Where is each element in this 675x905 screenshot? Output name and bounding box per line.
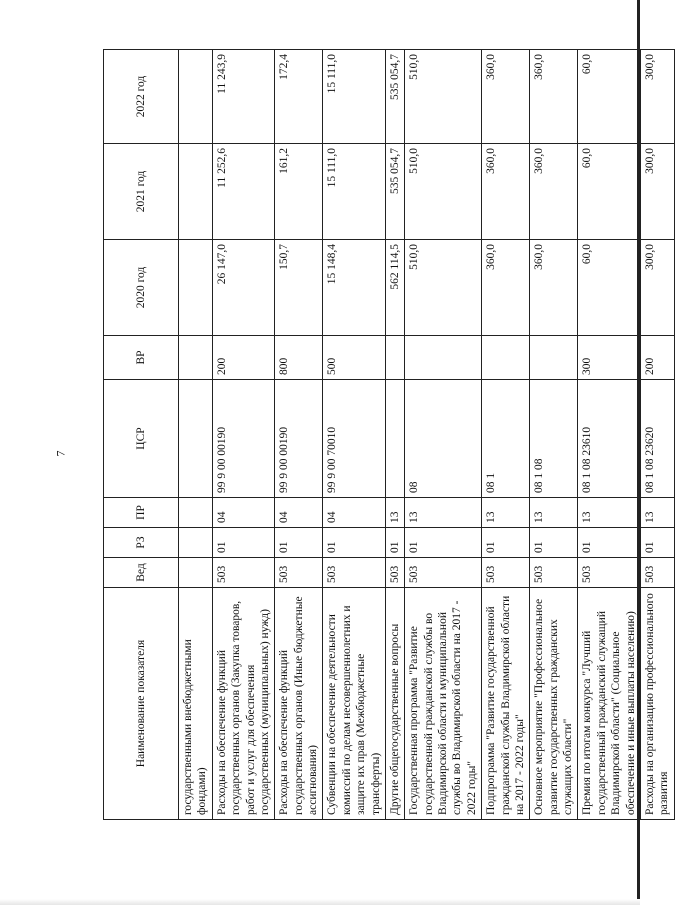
header-2022: 2022 год <box>104 50 179 144</box>
cell-rz: 01 <box>530 528 578 558</box>
cell-y2021: 360,0 <box>482 144 530 240</box>
cell-vr: 300 <box>578 336 641 380</box>
cell-rz: 01 <box>323 528 386 558</box>
cell-y2020: 360,0 <box>482 240 530 336</box>
cell-y2021: 535 054,7 <box>385 144 404 240</box>
cell-y2020: 26 147,0 <box>212 240 275 336</box>
cell-rz: 01 <box>405 528 482 558</box>
cell-y2021: 360,0 <box>530 144 578 240</box>
cell-y2021: 161,2 <box>275 144 323 240</box>
table-row <box>482 50 530 820</box>
cell-name: Расходы на обеспечение функций государственных органов (Закупка товаров, работ и услуг для обеспечения государственных (муниципальных) нужд) <box>212 588 275 820</box>
cell-y2020 <box>179 240 213 336</box>
cell-pr: 04 <box>212 498 275 528</box>
cell-y2020: 562 114,5 <box>385 240 404 336</box>
scan-edge <box>637 0 640 905</box>
cell-csr: 08 <box>405 380 482 498</box>
cell-y2021: 11 252,6 <box>212 144 275 240</box>
cell-ved: 503 <box>212 558 275 588</box>
cell-name: Субвенции на обеспечение деятельности комиссий по делам несовершеннолетних и защите их прав (Межбюджетные трансферты) <box>323 588 386 820</box>
cell-name: Другие общегосударственные вопросы <box>385 588 404 820</box>
table-rotator <box>103 50 671 820</box>
cell-rz: 01 <box>275 528 323 558</box>
budget-table <box>103 49 675 820</box>
cell-vr <box>405 336 482 380</box>
cell-vr: 200 <box>640 336 674 380</box>
cell-y2022: 360,0 <box>482 50 530 144</box>
table-row <box>179 50 213 820</box>
table-body <box>179 50 675 820</box>
cell-y2022: 11 243,9 <box>212 50 275 144</box>
cell-csr: 99 9 00 70010 <box>323 380 386 498</box>
cell-pr: 13 <box>640 498 674 528</box>
cell-rz: 01 <box>385 528 404 558</box>
cell-csr: 08 1 08 23610 <box>578 380 641 498</box>
cell-vr <box>179 336 213 380</box>
table-row <box>530 50 578 820</box>
header-pr: ПР <box>104 498 179 528</box>
cell-y2021 <box>179 144 213 240</box>
table-row <box>578 50 641 820</box>
cell-pr <box>179 498 213 528</box>
table-row <box>323 50 386 820</box>
cell-pr: 13 <box>385 498 404 528</box>
scan-shadow <box>0 899 640 905</box>
header-vr: ВР <box>104 336 179 380</box>
header-2020: 2020 год <box>104 240 179 336</box>
cell-pr: 04 <box>323 498 386 528</box>
cell-vr: 200 <box>212 336 275 380</box>
cell-vr <box>482 336 530 380</box>
table-row <box>275 50 323 820</box>
page-number: 7 <box>53 450 68 457</box>
cell-csr: 99 9 00 00190 <box>275 380 323 498</box>
cell-ved: 503 <box>385 558 404 588</box>
cell-y2020: 300,0 <box>640 240 674 336</box>
cell-pr: 13 <box>530 498 578 528</box>
table-row <box>212 50 275 820</box>
cell-y2021: 300,0 <box>640 144 674 240</box>
cell-csr: 08 1 08 23620 <box>640 380 674 498</box>
cell-y2022: 172,4 <box>275 50 323 144</box>
cell-pr: 13 <box>405 498 482 528</box>
cell-y2022: 60,0 <box>578 50 641 144</box>
table-row <box>405 50 482 820</box>
cell-vr <box>385 336 404 380</box>
cell-y2022: 300,0 <box>640 50 674 144</box>
cell-name: Основное мероприятие "Профессиональное развитие государственных гражданских служащих области" <box>530 588 578 820</box>
cell-y2022: 15 111,0 <box>323 50 386 144</box>
cell-y2022: 510,0 <box>405 50 482 144</box>
header-csr: ЦСР <box>104 380 179 498</box>
cell-y2021: 60,0 <box>578 144 641 240</box>
cell-rz <box>179 528 213 558</box>
cell-rz: 01 <box>640 528 674 558</box>
cell-y2021: 15 111,0 <box>323 144 386 240</box>
cell-ved: 503 <box>275 558 323 588</box>
cell-y2020: 60,0 <box>578 240 641 336</box>
cell-ved: 503 <box>530 558 578 588</box>
cell-pr: 13 <box>482 498 530 528</box>
cell-y2021: 510,0 <box>405 144 482 240</box>
cell-ved: 503 <box>323 558 386 588</box>
cell-name: Расходы на обеспечение функций государственных органов (Иные бюджетные ассигнования) <box>275 588 323 820</box>
cell-y2022: 360,0 <box>530 50 578 144</box>
cell-name: Подпрограмма "Развитие государственной гражданской службы Владимирской области на 2017 - 2022 годы" <box>482 588 530 820</box>
header-row <box>104 50 179 820</box>
cell-vr: 500 <box>323 336 386 380</box>
cell-ved: 503 <box>578 558 641 588</box>
cell-name: Государственная программа "Развитие государственной гражданской службы во Владимирской области и муниципальной службы во Владимирской области на 2017 - 2022 годы" <box>405 588 482 820</box>
cell-ved: 503 <box>482 558 530 588</box>
cell-y2020: 150,7 <box>275 240 323 336</box>
cell-name: Расходы на организацию профессионального развития <box>640 588 674 820</box>
cell-ved <box>179 558 213 588</box>
cell-pr: 13 <box>578 498 641 528</box>
cell-csr: 08 1 08 <box>530 380 578 498</box>
table-row <box>385 50 404 820</box>
cell-csr: 08 1 <box>482 380 530 498</box>
cell-rz: 01 <box>578 528 641 558</box>
cell-y2020: 360,0 <box>530 240 578 336</box>
cell-name: Премия по итогам конкурса "Лучший государственный гражданский служащий Владимирской области" (Социальное обеспечение и иные выплаты населению) <box>578 588 641 820</box>
cell-csr: 99 9 00 00190 <box>212 380 275 498</box>
cell-y2022: 535 054,7 <box>385 50 404 144</box>
cell-rz: 01 <box>482 528 530 558</box>
cell-y2022 <box>179 50 213 144</box>
cell-rz: 01 <box>212 528 275 558</box>
header-ved: Вед <box>104 558 179 588</box>
cell-ved: 503 <box>640 558 674 588</box>
cell-pr: 04 <box>275 498 323 528</box>
cell-name: государственными внебюджетными фондами) <box>179 588 213 820</box>
header-rz: РЗ <box>104 528 179 558</box>
header-name: Наименование показателя <box>104 588 179 820</box>
cell-y2020: 15 148,4 <box>323 240 386 336</box>
cell-vr <box>530 336 578 380</box>
cell-ved: 503 <box>405 558 482 588</box>
cell-csr <box>179 380 213 498</box>
header-2021: 2021 год <box>104 144 179 240</box>
cell-csr <box>385 380 404 498</box>
cell-y2020: 510,0 <box>405 240 482 336</box>
cell-vr: 800 <box>275 336 323 380</box>
table-row <box>640 50 674 820</box>
